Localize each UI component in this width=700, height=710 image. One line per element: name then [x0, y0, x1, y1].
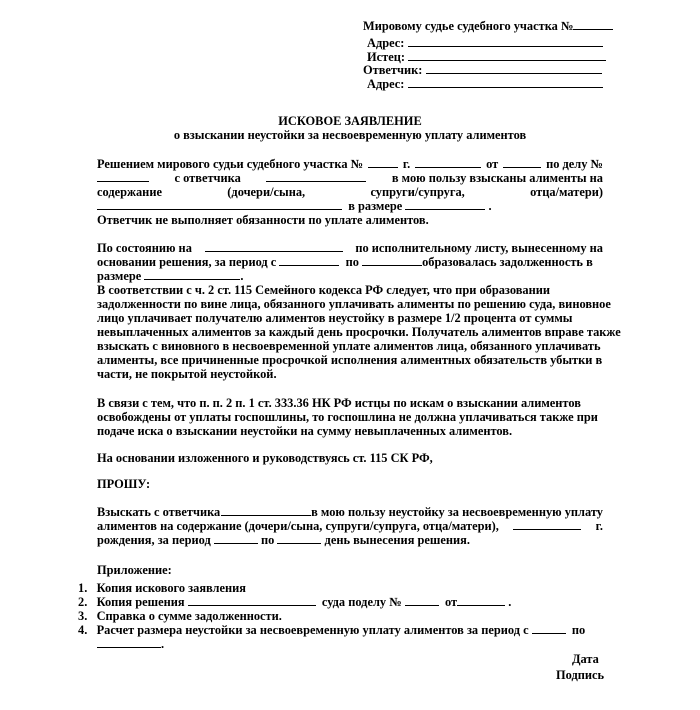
signature-label: Подпись	[556, 668, 605, 682]
p2-line-3: размере .	[97, 269, 244, 283]
blank-line	[362, 254, 422, 266]
document-title: ИСКОВОЕ ЗАЯВЛЕНИЕ	[278, 114, 422, 128]
blank-line	[408, 35, 603, 47]
p6-line-3: рождения, за период по день вынесения решения.	[97, 533, 470, 547]
blank-line	[97, 198, 342, 210]
blank-line	[532, 622, 566, 634]
header-defendant: Ответчик:	[363, 62, 602, 78]
p3-line-4: невыплаченных алиментов за каждый день просрочки. Получатель алиментов вправе также	[97, 325, 621, 339]
blank-line	[513, 518, 581, 530]
attachment-item-1: 1. Копия искового заявления	[78, 581, 246, 595]
p3-line-1: В соответствии с ч. 2 ст. 115 Семейного кодекса РФ следует, что при образовании	[97, 283, 551, 297]
p1-line-3: содержание (дочери/сына, супруги/супруга, отца/матери)	[97, 185, 603, 199]
header-address-2: Адрес:	[367, 76, 603, 92]
blank-line	[426, 62, 602, 74]
p4-line-2: освобождены от уплаты госпошлины, то госпошлина не должна уплачиваться также при	[97, 410, 598, 424]
blank-line	[97, 636, 161, 648]
attachment-item-4: 4. Расчет размера неустойки за несвоевременную уплату алиментов за период с по	[78, 623, 586, 637]
blank-line	[266, 170, 366, 182]
blank-line	[214, 532, 258, 544]
p4-line-1: В связи с тем, что п. п. 2 п. 1 ст. 333.36 НК РФ истцы по искам о взыскании алиментов	[97, 396, 581, 410]
p1-line-4: в размере .	[97, 198, 492, 214]
p1-line-5: Ответчик не выполняет обязанности по уплате алиментов.	[97, 213, 429, 227]
blank-line	[408, 49, 606, 61]
blank-line	[205, 240, 343, 252]
p4-line-3: подаче иска о взыскании неустойки на сумму невыплаченных алиментов.	[97, 424, 513, 438]
blank-line	[415, 156, 481, 168]
blank-line	[408, 76, 603, 88]
p3-line-5: взыскать с виновного в несвоевременной уплате алиментов лица, обязанного уплачивать	[97, 339, 601, 353]
document-subtitle: о взыскании неустойки за несвоевременную уплату алиментов	[173, 128, 527, 142]
date-label: Дата	[572, 652, 599, 666]
header-address: Адрес:	[367, 35, 603, 51]
blank-line	[405, 198, 485, 210]
blank-line	[503, 156, 541, 168]
p3-line-7: части, не покрытой неустойкой.	[97, 367, 277, 381]
blank-line	[144, 268, 240, 280]
p6-line-1: Взыскать с ответчика в мою пользу неустойку за несвоевременную уплату	[97, 505, 603, 519]
p6-line-2: алиментов на содержание (дочери/сына, супруги/супруга, отца/матери), г.	[97, 519, 603, 533]
blank-line	[405, 594, 439, 606]
p2-line-1: По состоянию на по исполнительному листу, вынесенному на	[97, 241, 603, 255]
blank-line	[221, 504, 311, 516]
blank-line	[188, 594, 316, 606]
p3-line-3: лицо уплачивает получателю алиментов неустойку в размере 1/2 процента от суммы	[97, 311, 573, 325]
attachments-heading: Приложение:	[97, 563, 172, 577]
blank-line	[97, 170, 149, 182]
blank-line	[457, 594, 505, 606]
blank-line	[277, 532, 321, 544]
attachment-item-3: 3. Справка о сумме задолженности.	[78, 609, 282, 623]
p2-line-2: основании решения, за период с по образовалась задолженность в	[97, 255, 593, 269]
p3-line-2: задолженности по вине лица, обязанного уплачивать алименты по решению суда, виновное	[97, 297, 611, 311]
p1-line-2: с ответчика в мою пользу взысканы алименты на	[97, 170, 603, 186]
blank-line	[573, 18, 613, 30]
blank-line	[279, 254, 339, 266]
p5-line: На основании изложенного и руководствуясь ст. 115 СК РФ,	[97, 451, 433, 465]
p1-line-1: Решением мирового судьи судебного участка № г. от по делу №	[97, 157, 603, 171]
header-plaintiff: Истец:	[367, 49, 606, 65]
request-heading: ПРОШУ:	[97, 477, 151, 491]
p3-line-6: алименты, все причиненные просрочкой исполнения алиментных обязательств убытки в	[97, 353, 603, 367]
blank-line	[368, 156, 398, 168]
attachment-item-2: 2. Копия решения суда поделу № от .	[78, 595, 512, 609]
header-line-judge: Мировому судье судебного участка №	[363, 18, 613, 34]
attachment-item-4-cont: .	[97, 636, 164, 652]
